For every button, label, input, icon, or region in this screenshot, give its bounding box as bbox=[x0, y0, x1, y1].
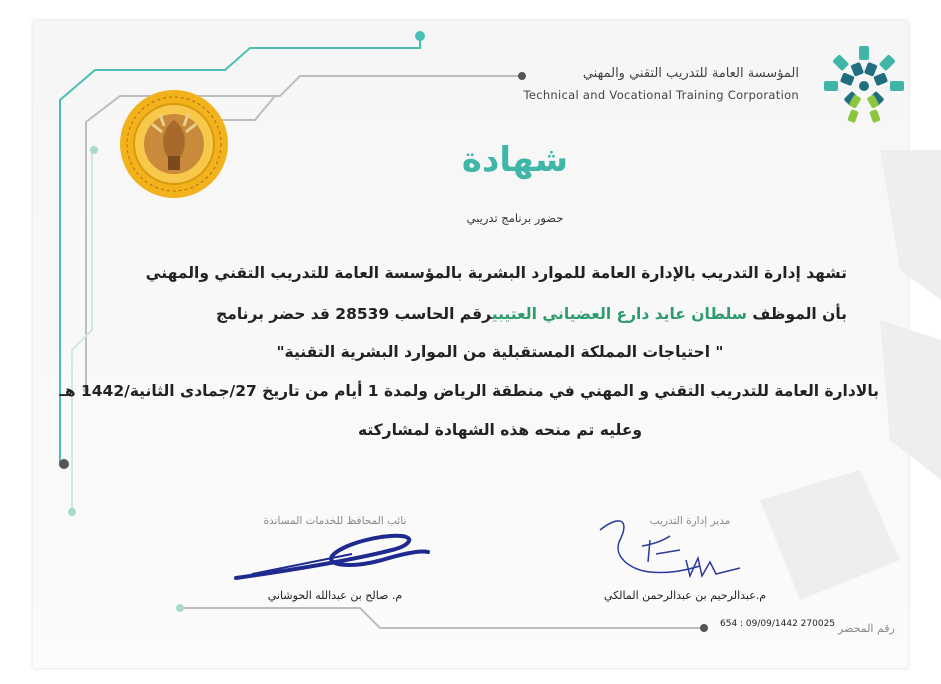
circuit-node bbox=[518, 72, 526, 80]
body-line-1: تشهد إدارة التدريب بالإدارة العامة للموارد البشرية بالمؤسسة العامة للتدريب التقني والمهني bbox=[145, 264, 847, 282]
employee-name: سلطان عايد دارع العضياني العتيبي bbox=[491, 305, 748, 323]
circuit-node bbox=[700, 624, 708, 632]
body-line-2-suffix: رقم الحاسب 28539 قد حضر برنامج bbox=[216, 305, 492, 323]
org-name-arabic: المؤسسة العامة للتدريب التقني والمهني bbox=[582, 66, 799, 81]
certificate-subtitle: حضور برنامج تدريبي bbox=[466, 211, 564, 225]
tvtc-logo-icon bbox=[818, 42, 910, 132]
circuit-node bbox=[68, 508, 76, 516]
body-line-5: وعليه تم منحه هذه الشهادة لمشاركته bbox=[357, 421, 643, 439]
left-signature-icon bbox=[232, 530, 432, 586]
circuit-node bbox=[59, 459, 69, 469]
circuit-line-inner bbox=[72, 150, 92, 510]
body-line-4: بالادارة العامة للتدريب التقني و المهني في منطقة الرياض ولمدة 1 أيام من تاريخ 27/جمادى الثانية/1442 هـ bbox=[59, 382, 879, 400]
right-signatory-title: مدير إدارة التدريب bbox=[649, 515, 731, 527]
circuit-line-bottom bbox=[180, 608, 700, 628]
right-signatory-name: م.عبدالرحيم بن عبدالرحمن المالكي bbox=[603, 589, 767, 602]
registration-number: 654 : 09/09/1442 270025 bbox=[720, 619, 836, 629]
conference-seal-icon bbox=[118, 88, 230, 200]
circuit-node bbox=[415, 31, 425, 41]
org-name-english: Technical and Vocational Training Corporation bbox=[523, 88, 799, 102]
left-signatory-name: م. صالح بن عبدالله الحوشاني bbox=[267, 589, 403, 602]
program-name: " احتياجات المملكة المستقبلية من الموارد البشرية التقنية" bbox=[276, 343, 724, 361]
registration-label: رقم المحضر bbox=[838, 622, 895, 635]
circuit-node bbox=[90, 146, 98, 154]
circuit-node bbox=[176, 604, 184, 612]
right-signature-icon bbox=[590, 510, 750, 582]
certificate-title: شهادة bbox=[461, 140, 569, 180]
body-line-2-prefix: بأن الموظف bbox=[752, 305, 847, 323]
body-line-2 bbox=[87, 305, 847, 323]
left-signatory-title: نائب المحافظ للخدمات المساندة bbox=[263, 515, 407, 527]
watermark-shape bbox=[760, 150, 941, 600]
